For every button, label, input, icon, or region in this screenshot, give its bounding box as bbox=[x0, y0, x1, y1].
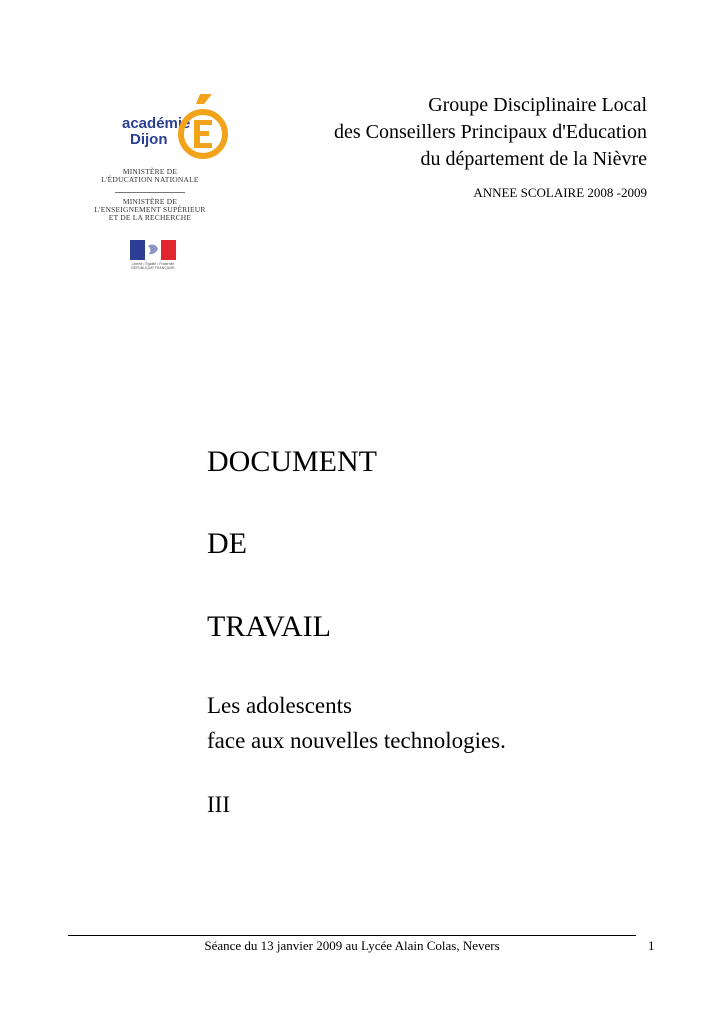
header-organization bbox=[334, 92, 647, 173]
ministry-higher-line3: ET DE LA RECHERCHE bbox=[108, 213, 192, 222]
subtitle-line-1: Les adolescents bbox=[207, 693, 352, 718]
ministry-education-line2: L'ÉDUCATION NATIONALE bbox=[101, 175, 199, 184]
subtitle bbox=[207, 688, 506, 758]
footer-text: Séance du 13 janvier 2009 au Lycée Alain Colas, Nevers bbox=[204, 938, 500, 953]
logo-dijon-text: Dijon bbox=[130, 131, 168, 148]
flag-motto: Liberté • Égalité • Fraternité bbox=[131, 262, 175, 266]
french-republic-flag-icon bbox=[130, 240, 176, 260]
footer-divider bbox=[68, 935, 636, 936]
academie-dijon-logo bbox=[70, 88, 230, 273]
ministry-education-label bbox=[70, 168, 230, 184]
header-line-1: Groupe Disciplinaire Local bbox=[428, 94, 647, 116]
ministry-higher-education-label bbox=[70, 198, 230, 222]
title-line-2: DE bbox=[207, 527, 247, 560]
ministry-divider bbox=[115, 192, 185, 193]
header-line-3: du département de la Nièvre bbox=[420, 148, 647, 170]
ministry-education-line1: MINISTÈRE DE bbox=[122, 167, 178, 176]
logo-e-icon bbox=[178, 92, 228, 164]
logo-academie-text: académie bbox=[122, 115, 191, 132]
flag-republique-caption: RÉPUBLIQUE FRANÇAISE bbox=[131, 266, 175, 270]
flag-caption bbox=[128, 262, 178, 270]
page-number: 1 bbox=[648, 938, 655, 953]
title-line-3: TRAVAIL bbox=[207, 610, 331, 643]
ministry-higher-line1: MINISTÈRE DE bbox=[122, 197, 178, 206]
part-number: III bbox=[207, 792, 230, 817]
subtitle-line-2: face aux nouvelles technologies. bbox=[207, 728, 506, 753]
header-line-2: des Conseillers Principaux d'Education bbox=[334, 121, 647, 143]
title-line-1: DOCUMENT bbox=[207, 445, 377, 478]
school-year: ANNEE SCOLAIRE 2008 -2009 bbox=[473, 185, 647, 200]
ministry-higher-line2: L'ENSEIGNEMENT SUPÉRIEUR bbox=[94, 205, 206, 214]
